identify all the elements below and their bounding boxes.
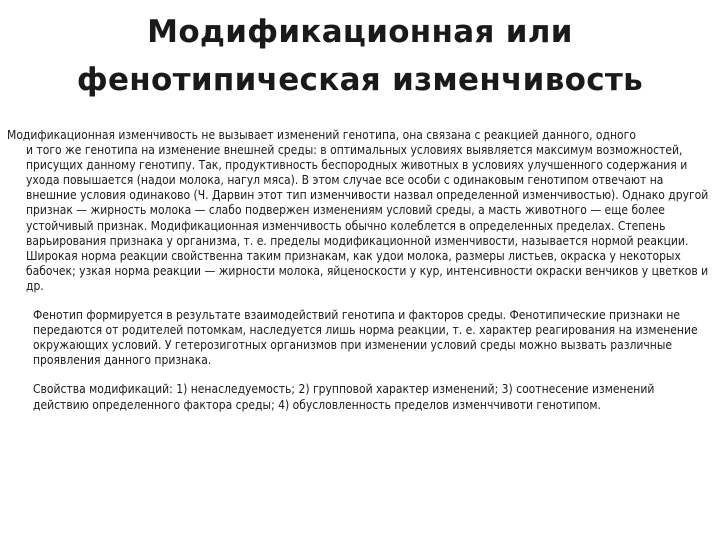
slide-title xyxy=(40,8,680,104)
title-line-2: фенотипическая изменчивость xyxy=(76,62,644,98)
paragraph-modification-variability xyxy=(7,128,713,294)
paragraph-modification-properties: Свойства модификаций: 1) ненаследуемость; 2) групповой характер изменений; 3) соотнесение изменений действию определенного фактора среды; 4) обусловленность пределов изменччивоти генотипом. xyxy=(33,382,655,412)
slide-body xyxy=(7,128,713,413)
paragraph-phenotype: Фенотип формируется в результате взаимодействий генотипа и факторов среды. Фенотипические признаки не передаются от родителей потомкам, наследуется лишь норма реакции, т. е. характер реагирования на изменение окружающих условий. У гетерозиготных организмов при изменении условий среды можно вызвать различные проявления данного признака. xyxy=(33,308,698,368)
title-line-1: Модификационная или xyxy=(147,14,573,50)
paragraph-1-first-line: Модификационная изменчивость не вызывает изменений генотипа, она связана с реакцией данного, одного xyxy=(7,128,636,142)
paragraph-1-continuation: и того же генотипа на изменение внешней среды: в оптимальных условиях выявляется максимум возможностей, присущих данному генотипу. Так, продуктивность беспородных животных в условиях улучшенного содержания и ухода повышается (надои молока, нагул мяса). В этом случае все особи с одинаковым генотипом отвечают на внешние условия одинаково (Ч. Дарвин этот тип изменчивости назвал определенной изменчивостью). Однако другой признак — жирность молока — слабо подвержен изменениям условий среды, а масть животного — еще более устойчивый признак. Модификационная изменчивость обычно колеблется в определенных пределах. Степень варьирования признака у организма, т. е. пределы модификационной изменчивости, называется нормой реакции. Широкая норма реакции свойственна таким признакам, как удои молока, размеры листьев, окраска у некоторых бабочек; узкая норма реакции — жирности молока, яйценоскости у кур, интенсивности окраски венчиков у цветков и др. xyxy=(26,143,709,293)
